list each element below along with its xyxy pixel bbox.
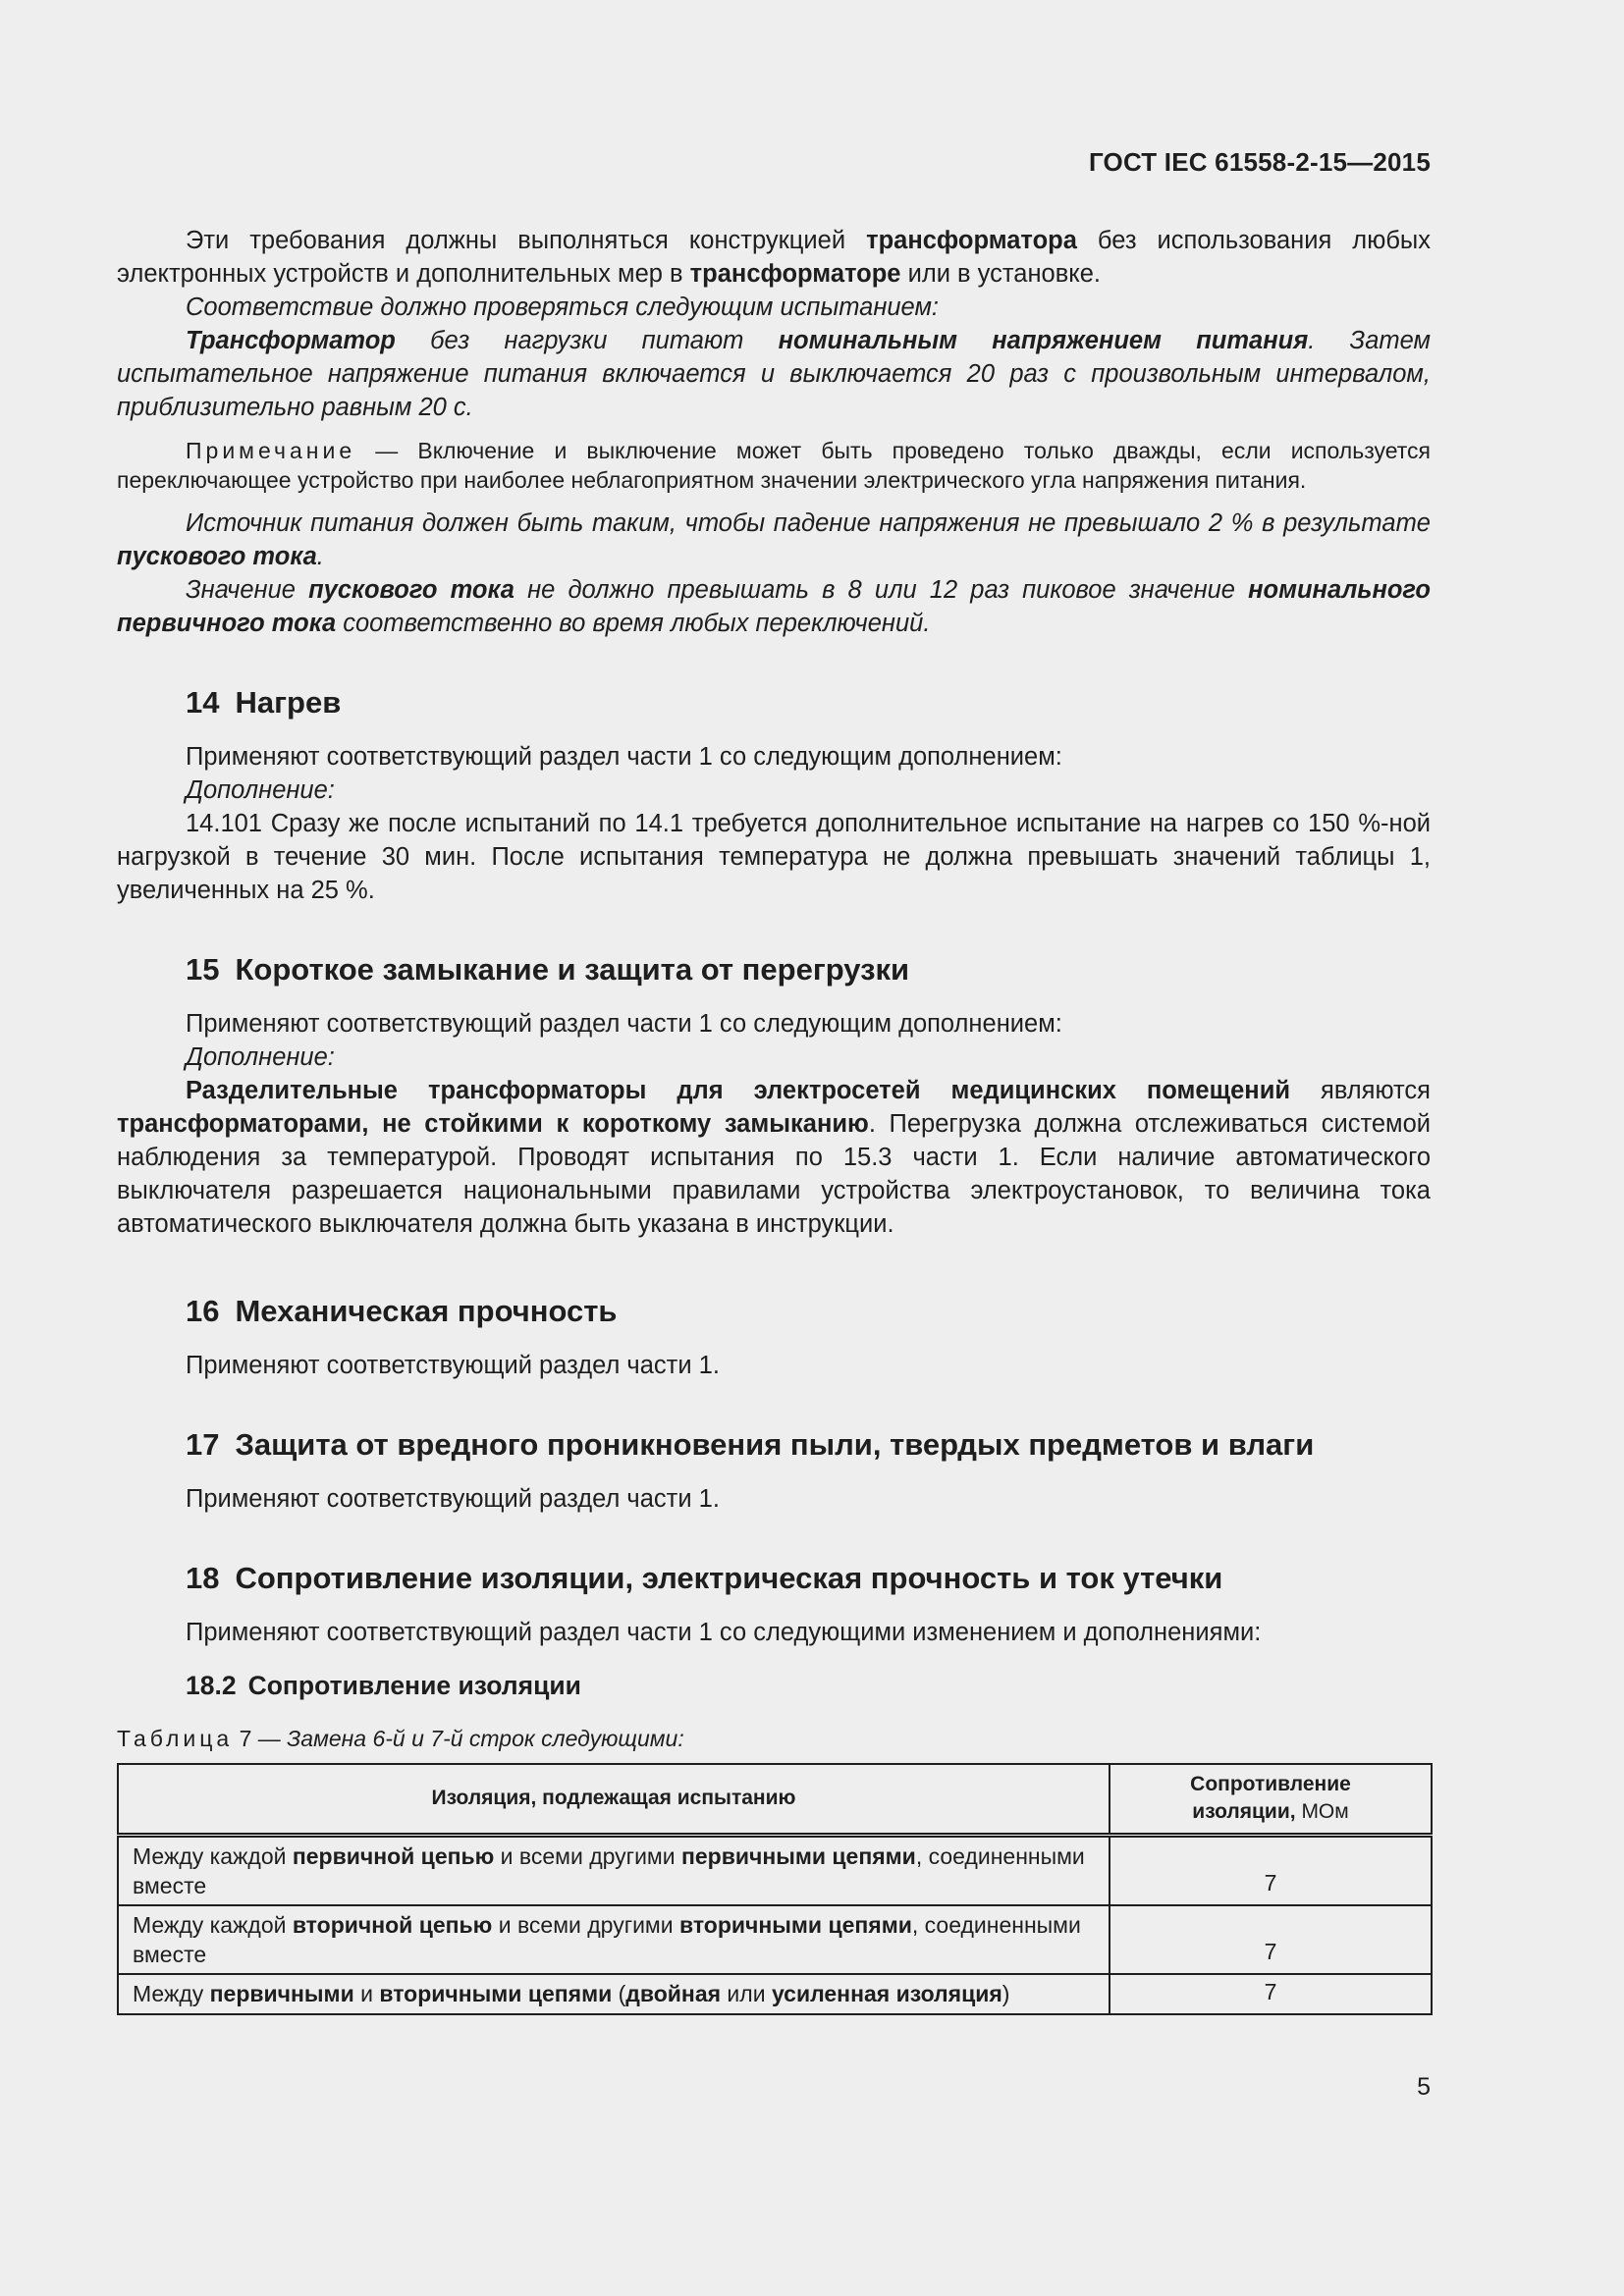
table-caption-label: Таблица bbox=[117, 1726, 234, 1751]
insulation-cell: Между каждой вторичной цепью и всеми другими вторичными цепями, соединенными вместе bbox=[118, 1905, 1110, 1974]
table-caption: Таблица 7 — Замена 6-й и 7-й строк следующими: bbox=[117, 1726, 684, 1751]
subsection-18-2-heading: 18.2 Сопротивление изоляции bbox=[186, 1671, 581, 1700]
table-header-row bbox=[118, 1764, 1432, 1835]
section-14-heading: 14 Нагрев bbox=[186, 685, 342, 720]
column-header-resistance: Сопротивление изоляции, МОм bbox=[1110, 1764, 1432, 1835]
table-row bbox=[118, 1835, 1432, 1905]
section-15-heading: 15 Короткое замыкание и защита от перегрузки bbox=[186, 952, 910, 987]
table-7-block bbox=[117, 1724, 1433, 2015]
section-17 bbox=[117, 1425, 1431, 1516]
section-14-paragraph-3: 14.101 Сразу же после испытаний по 14.1 требуется дополнительное испытание на нагрев со 150 %-ной нагрузкой в течение 30 мин. После испытания температура не должна превышать значений таблицы 1, увеличенных на 25 %. bbox=[117, 810, 1431, 904]
section-15-paragraph-3: Разделительные трансформаторы для электросетей медицинских помещений являются трансформаторами, не стойкими к короткому замыканию. Перегрузка должна отслеживаться системой наблюдения за температурой. Проводят испытания по 15.3 части 1. Если наличие автоматического выключателя разрешается национальными правилами устройства электроустановок, то величина тока автоматического выключателя должна быть указана в инструкции. bbox=[117, 1077, 1432, 1238]
insulation-cell: Между первичными и вторичными цепями (двойная или усиленная изоляция) bbox=[118, 1974, 1110, 2014]
table-row bbox=[118, 1974, 1432, 2014]
resistance-value-cell: 7 bbox=[1110, 1835, 1432, 1905]
table-body bbox=[118, 1835, 1432, 2014]
section-18 bbox=[117, 1559, 1431, 1702]
intro-paragraph-3: Трансформатор без нагрузки питают номинальным напряжением питания. Затем испытательное напряжение питания включается и выключается 20 раз с произвольным интервалом, приблизительно равным 20 с. bbox=[117, 327, 1431, 421]
section-15-addition-label: Дополнение: bbox=[186, 1043, 335, 1071]
table-row bbox=[118, 1905, 1432, 1974]
note bbox=[117, 436, 1431, 495]
section-16-heading: 16 Механическая прочность bbox=[186, 1294, 618, 1328]
page-number: 5 bbox=[1417, 2073, 1431, 2101]
note-label: Примечание bbox=[186, 438, 356, 463]
intro-paragraph-5: Значение пускового тока не должно превышать в 8 или 12 раз пиковое значение номинального первичного тока соответственно во время любых переключений. bbox=[117, 576, 1431, 637]
resistance-value-cell: 7 bbox=[1110, 1905, 1432, 1974]
section-18-paragraph-1: Применяют соответствующий раздел части 1 со следующими изменением и дополнениями: bbox=[186, 1619, 1262, 1646]
resistance-value-cell: 7 bbox=[1110, 1974, 1432, 2014]
section-16 bbox=[117, 1292, 1431, 1382]
section-17-heading: 17 Защита от вредного проникновения пыли, твердых предметов и влаги bbox=[186, 1427, 1315, 1462]
section-14-addition-label: Дополнение: bbox=[186, 776, 335, 804]
column-header-insulation: Изоляция, подлежащая испытанию bbox=[118, 1764, 1110, 1835]
note-text: — Включение и выключение может быть проведено только дважды, если используется переключающее устройство при наиболее неблагоприятном значении электрического угла напряжения питания. bbox=[117, 438, 1431, 493]
section-18-heading: 18 Сопротивление изоляции, электрическая прочность и ток утечки bbox=[186, 1561, 1223, 1595]
section-15 bbox=[117, 950, 1431, 1241]
section-15-paragraph-1: Применяют соответствующий раздел части 1 со следующим дополнением: bbox=[186, 1010, 1062, 1038]
insulation-resistance-table bbox=[117, 1763, 1433, 2015]
insulation-cell: Между каждой первичной цепью и всеми другими первичными цепями, соединенными вместе bbox=[118, 1835, 1110, 1905]
section-17-paragraph-1: Применяют соответствующий раздел части 1. bbox=[186, 1485, 720, 1513]
intro-paragraph-4: Источник питания должен быть таким, чтобы падение напряжения не превышало 2 % в результате пускового тока. bbox=[117, 509, 1431, 570]
intro-paragraph-1: Эти требования должны выполняться конструкцией трансформатора без использования любых электронных устройств и дополнительных мер в трансформаторе или в установке. bbox=[117, 227, 1431, 288]
table-caption-text: Замена 6-й и 7-й строк следующими: bbox=[287, 1726, 684, 1751]
section-14-paragraph-1: Применяют соответствующий раздел части 1 со следующим дополнением: bbox=[186, 743, 1062, 771]
section-16-paragraph-1: Применяют соответствующий раздел части 1. bbox=[186, 1352, 720, 1379]
intro-paragraph-2: Соответствие должно проверяться следующим испытанием: bbox=[186, 294, 940, 321]
standard-designation: ГОСТ IEC 61558-2-15—2015 bbox=[1088, 147, 1431, 177]
intro-block bbox=[117, 224, 1431, 640]
section-14 bbox=[117, 683, 1431, 907]
